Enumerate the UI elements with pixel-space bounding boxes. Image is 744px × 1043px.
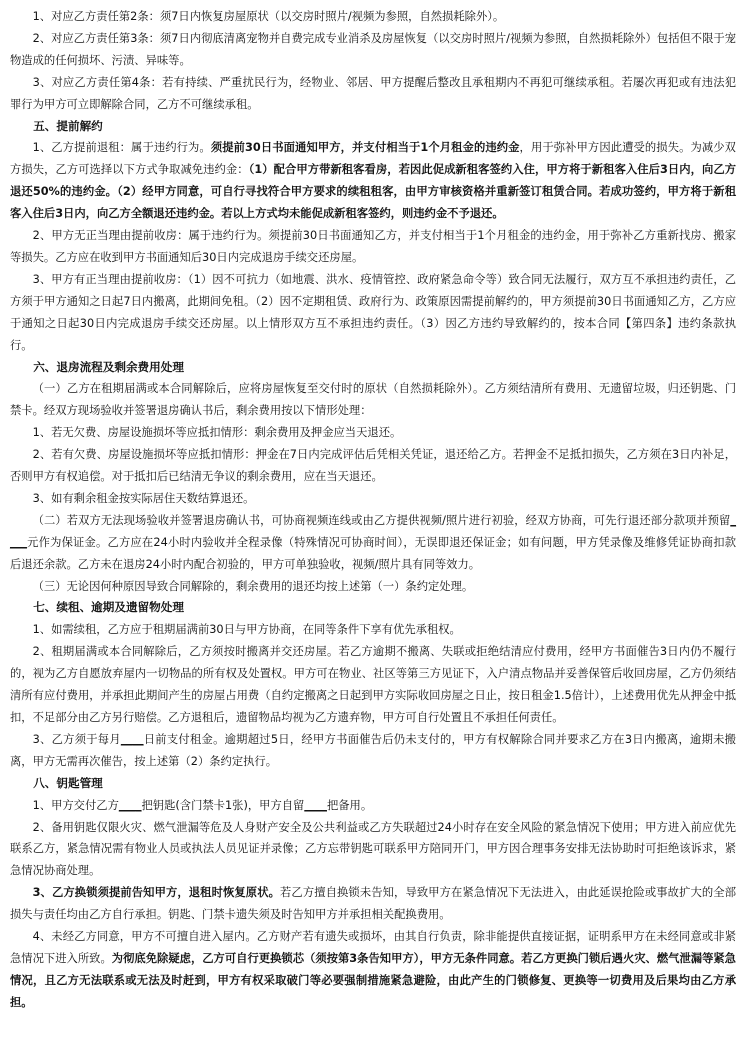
clause-6-3: 3、如有剩余租金按实际居住天数结算退还。	[32, 491, 255, 505]
clause-6-2: 2、若有欠费、房屋设施损坏等应抵扣情形：押金在7日内完成评估后凭相关凭证，退还给乙方。若押金不足抵扣损失，乙方须在3日内补足，否则甲方有权追偿。对于抵扣后已结清无争议的剩余费用，应在当天退还。	[10, 448, 736, 484]
clause-8-3-b: 若乙方擅自换锁未告知，导致甲方在紧急情况下无法进入，由此延误抢险或事故扩大的全部损失与责任均由乙方自行承担。钥匙、门禁卡遗失须及时告知甲方并承担相关配换费用。	[10, 886, 736, 922]
clause-7-2: 2、租期届满或本合同解除后，乙方须按时搬离并交还房屋。若乙方逾期不搬离、失联或拒绝结清应付费用，经甲方书面催告3日内仍不履行的，视为乙方自愿放弃屋内一切物品的所有权及处置权。甲方可在物业、社区等第三方见证下，入户清点物品并妥善保管后收回房屋，乙方仍须结清所有应付费用，并承担此期间产生的房屋占用费（自约定搬离之日起到甲方实际收回房屋之日止，按日租金1.5倍计），上述费用优先从押金中抵扣，不足部分由乙方另行赔偿。乙方退租后，遗留物品均视为乙方遗弃物，甲方可自行处置且不承担任何责任。	[10, 645, 736, 724]
section-7-heading: 七、续租、逾期及遗留物处理	[33, 600, 184, 615]
clause-7-3-a: 3、乙方须于每月	[32, 732, 121, 746]
clause-4-1: 1、对应乙方责任第2条：须7日内恢复房屋原状（以交房时照片/视频为参照，自然损耗除外）。	[32, 10, 505, 23]
clause-4-3: 3、对应乙方责任第4条：若有持续、严重扰民行为，经物业、邻居、甲方提醒后整改且承租期内不再犯可继续承租。若屡次再犯或有违法犯罪行为甲方可立即解除合同，乙方不可继续承租。	[10, 75, 736, 111]
section-6-heading: 六、退房流程及剩余费用处理	[33, 359, 184, 374]
clause-8-1-b: 把钥匙(含门禁卡1张)，甲方自留	[141, 798, 305, 812]
clause-6-b	[10, 510, 736, 576]
clause-8-4-a: 4、未经乙方同意，甲方不可擅自进入屋内。乙方财产若有遗失或损坏，由其自行负责，除非能提供直接证据，证明系甲方在未经同意或非紧急情况下进入所致。	[10, 930, 736, 965]
clause-7-3	[10, 729, 736, 773]
clause-5-1-c: ，用于弥补甲方因此遭受的损失。为减少双方损失，乙方可选择以下方式争取减免违约金：	[10, 141, 736, 177]
clause-8-1	[10, 795, 736, 817]
section-8-heading: 八、钥匙管理	[33, 775, 103, 790]
clause-8-3	[10, 882, 736, 926]
clause-6-a: （一）乙方在租期届满或本合同解除后，应将房屋恢复至交付时的原状（自然损耗除外）。乙方须结清所有费用、无遗留垃圾，归还钥匙、门禁卡。经双方现场验收并签署退房确认书后，剩余费用按以下情形处理：	[10, 382, 736, 418]
clause-4-2: 2、对应乙方责任第3条：须7日内彻底清离宠物并自费完成专业消杀及房屋恢复（以交房时照片/视频为参照，自然损耗除外）包括但不限于宠物造成的任何损坏、污渍、异味等。	[10, 31, 736, 67]
clause-7-1: 1、如需续租，乙方应于租期届满前30日与甲方协商，在同等条件下享有优先承租权。	[32, 623, 461, 637]
clause-5-1	[10, 137, 736, 225]
clause-8-3-a: 3、乙方换锁须提前告知甲方，退租时恢复原状。	[32, 886, 281, 900]
clause-8-4	[10, 926, 736, 1014]
clause-6-c: （三）无论因何种原因导致合同解除的，剩余费用的退还均按上述第（一）条约定处理。	[32, 579, 474, 593]
clause-8-1-a: 1、甲方交付乙方	[32, 798, 119, 812]
clause-8-4-b: 为彻底免除疑虑，乙方可自行更换锁芯（须按第3条告知甲方），甲方无条件同意。若乙方更换门锁后遇火灾、燃气泄漏等紧急情况，且乙方无法联系或无法及时赶到，甲方有权采取破门等必要强制措施紧急避险，由此产生的门锁修复、更换等一切费用及后果均由乙方承担。	[10, 951, 736, 1009]
rent-day-blank: ____	[120, 732, 144, 746]
clause-7-3-b: 日前支付租金。逾期超过5日，经甲方书面催告后仍未支付的，甲方有权解除合同并要求乙方在3日内搬离，逾期未搬离，甲方无需再次催告，按上述第（2）条约定执行。	[10, 732, 736, 768]
clause-5-1-a: 1、乙方提前退租：属于违约行为。	[32, 141, 211, 155]
clause-5-1-d: （1）配合甲方带新租客看房，若因此促成新租客签约入住，甲方将于新租客入住后3日内，向乙方退还50%的违约金。（2）经甲方同意，可自行寻找符合甲方要求的续租租客，由甲方审核资格并重新签订租赁合同。若成功签约，甲方将于新租客入住后3日内，向乙方全额退还违约金。若以上方式均未能促成新租客签约，则违约金不予退还。	[10, 163, 736, 221]
clause-6-b-a: （二）若双方无法现场验收并签署退房确认书，可协商视频连线或由乙方提供视频/照片进行初验，经双方协商，可先行退还部分款项并预留	[32, 513, 731, 527]
clause-6-b-b: 元作为保证金。乙方应在24小时内验收并全程录像（特殊情况可协商时间），无误即退还保证金；如有问题，甲方凭录像及维修凭证协商扣款后退还余款。乙方未在退房24小时内配合初验的，甲方可单独验收，视频/照片具有同等效力。	[10, 535, 736, 571]
clause-8-1-c: 把备用。	[326, 798, 373, 812]
clause-8-2: 2、备用钥匙仅限火灾、燃气泄漏等危及人身财产安全及公共利益或乙方失联超过24小时存在安全风险的紧急情况下使用；甲方进入前应优先联系乙方，紧急情况需有物业人员或执法人员见证并录像；乙方忘带钥匙可联系甲方陪同开门，甲方因合理事务安排无法协助时可拒绝该诉求，紧急情况协商处理。	[10, 820, 736, 878]
clause-5-1-b: 须提前30日书面通知甲方，并支付相当于1个月租金的违约金	[210, 141, 520, 155]
clause-5-3: 3、甲方有正当理由提前收房：（1）因不可抗力（如地震、洪水、疫情管控、政府紧急命令等）致合同无法履行，双方互不承担违约责任，乙方须于甲方通知之日起7日内搬离，此期间免租。（2）因不定期租赁、政府行为、政策原因需提前解约的，甲方须提前30日书面通知乙方，乙方应于通知之日起30日内完成退房手续交还房屋。以上情形双方互不承担违约责任。（3）因乙方违约导致解约的，按本合同【第四条】违约条款执行。	[10, 272, 736, 352]
section-5-heading: 五、提前解约	[33, 118, 103, 133]
clause-6-1: 1、若无欠费、房屋设施损坏等应抵扣情形：剩余费用及押金应当天退还。	[32, 426, 402, 440]
keys-given-blank: ____	[118, 798, 142, 812]
clause-5-2: 2、甲方无正当理由提前收房：属于违约行为。须提前30日书面通知乙方，并支付相当于1个月租金的违约金，用于弥补乙方重新找房、搬家等损失。乙方应在收到甲方书面通知后30日内完成退房手续交还房屋。	[10, 229, 736, 264]
deposit-amount-blank: ____	[10, 513, 736, 549]
keys-kept-blank: ____	[304, 798, 327, 812]
